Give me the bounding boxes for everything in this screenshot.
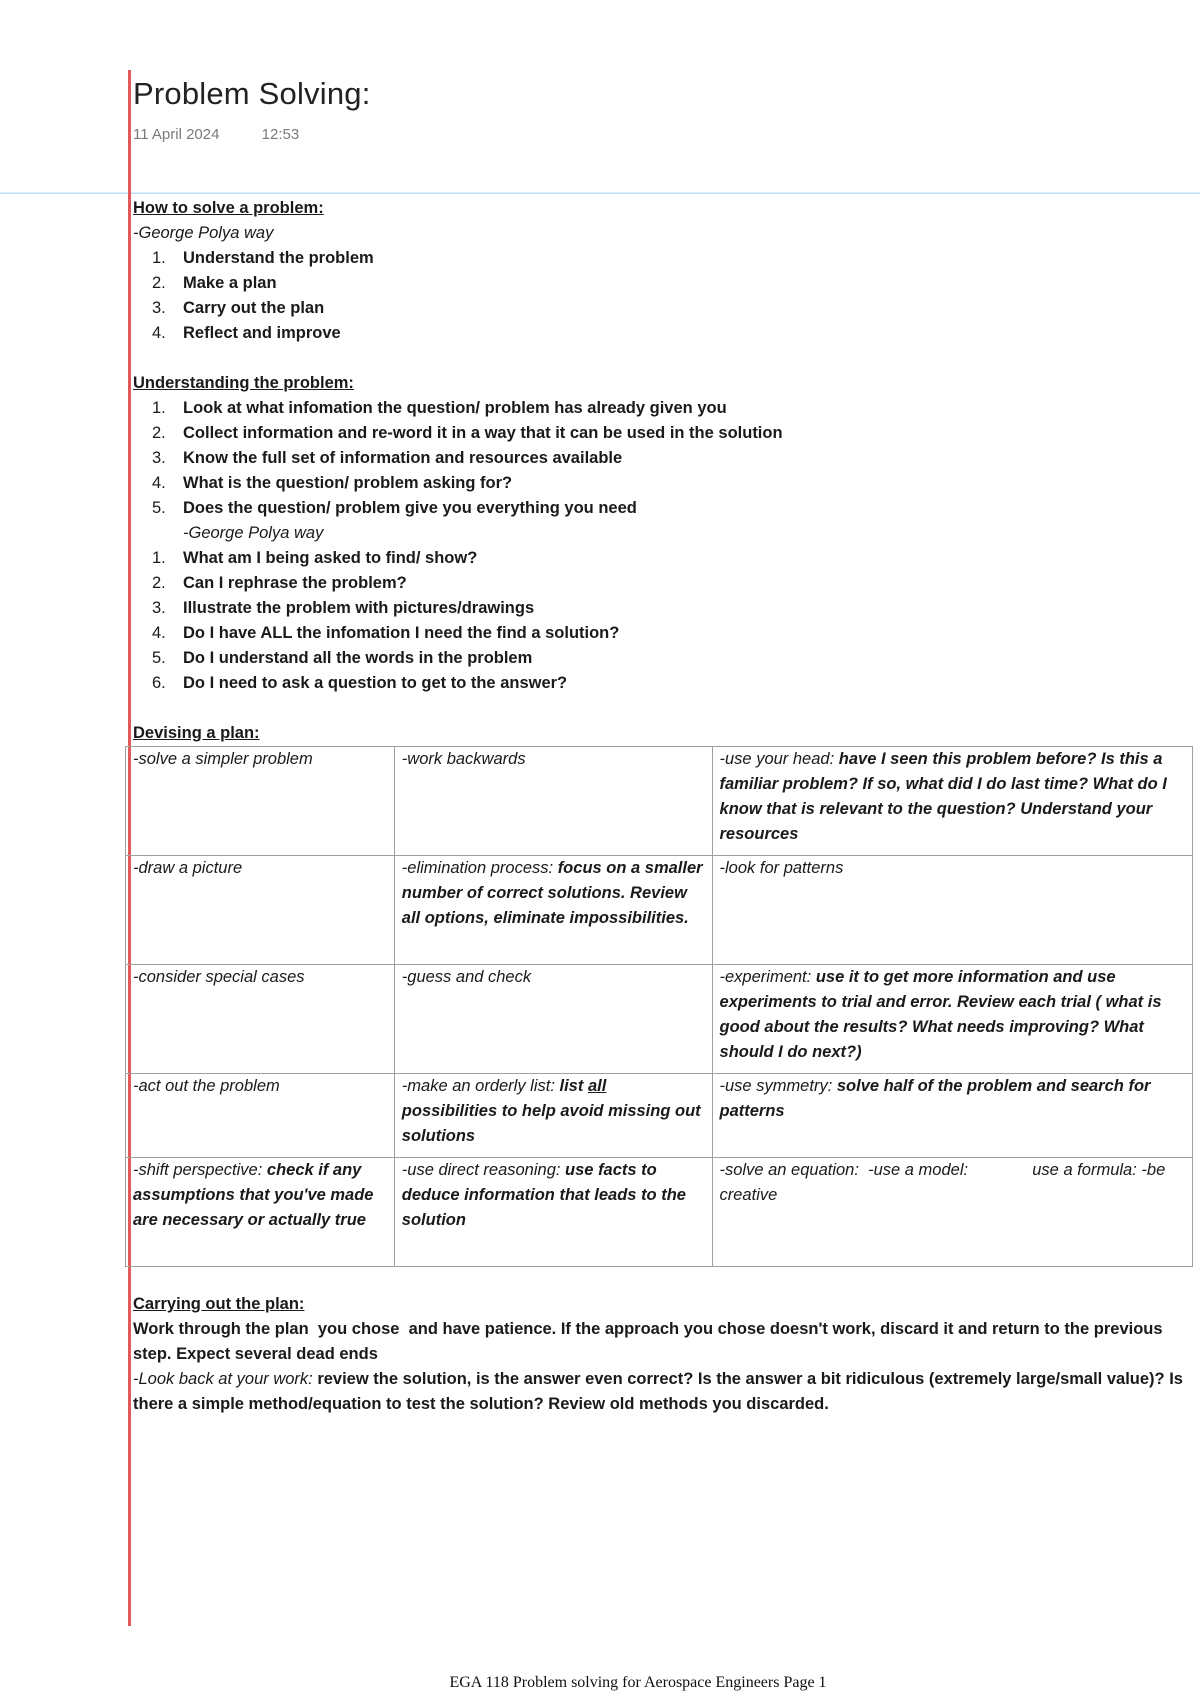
- table-cell: -use symmetry: solve half of the problem and search for patterns: [712, 1074, 1192, 1158]
- table-cell: -consider special cases: [126, 965, 395, 1074]
- section-heading-how-to-solve: How to solve a problem:: [133, 199, 324, 217]
- section-heading-understanding: Understanding the problem:: [133, 374, 354, 392]
- list-item: 1. Look at what infomation the question/ problem has already given you: [152, 399, 727, 417]
- table-cell: -elimination process: focus on a smaller number of correct solutions. Review all options, eliminate impossibilities.: [394, 856, 712, 965]
- table-cell: -shift perspective: check if any assumptions that you've made are necessary or actually true: [126, 1158, 395, 1267]
- list-item: 2. Make a plan: [152, 274, 277, 292]
- list-item: 2. Collect information and re-word it in a way that it can be used in the solution: [152, 424, 783, 442]
- table-row: [126, 1074, 1193, 1158]
- table-row: [126, 1158, 1193, 1267]
- section-heading-devising: Devising a plan:: [133, 724, 260, 742]
- table-cell: -work backwards: [394, 747, 712, 856]
- table-row: [126, 965, 1193, 1074]
- list-item: 2. Can I rephrase the problem?: [152, 574, 407, 592]
- list-item: 5. Do I understand all the words in the problem: [152, 649, 533, 667]
- table-cell: -use your head: have I seen this problem before? Is this a familiar problem? If so, what did I do last time? What do I know that is relevant to the question? Understand your resources: [712, 747, 1192, 856]
- table-cell: -look for patterns: [712, 856, 1192, 965]
- list-item: 4. Do I have ALL the infomation I need the find a solution?: [152, 624, 620, 642]
- table-cell: -guess and check: [394, 965, 712, 1074]
- list-item: 3. Carry out the plan: [152, 299, 325, 317]
- carrying-out-paragraph: Work through the plan you chose and have patience. If the approach you chose doesn't work, discard it and return to the previous step. Expect several dead ends: [133, 1320, 1168, 1363]
- list-item: 3. Illustrate the problem with pictures/drawings: [152, 599, 535, 617]
- table-row: [126, 747, 1193, 856]
- table-cell: -solve an equation: -use a model: use a formula: -be creative: [712, 1158, 1192, 1267]
- polya-subtitle-2: -George Polya way: [183, 524, 324, 542]
- list-item: 6. Do I need to ask a question to get to the answer?: [152, 674, 568, 692]
- list-item: 1. What am I being asked to find/ show?: [152, 549, 478, 567]
- plan-strategies-table: [125, 746, 1193, 1267]
- look-back-paragraph: -Look back at your work: review the solution, is the answer even correct? Is the answer a bit ridiculous (extremely large/small value)? Is there a simple method/equation to test the solution? Review old methods you discarded.: [133, 1370, 1183, 1413]
- section-heading-carrying-out: Carrying out the plan:: [133, 1295, 305, 1313]
- table-row: [126, 856, 1193, 965]
- page-time: 12:53: [261, 126, 300, 143]
- page-title: Problem Solving:: [133, 76, 371, 111]
- table-cell: -act out the problem: [126, 1074, 395, 1158]
- note-content[interactable]: [133, 196, 1193, 1417]
- table-cell: -make an orderly list: list all possibilities to help avoid missing out solutions: [394, 1074, 712, 1158]
- polya-subtitle: -George Polya way: [133, 224, 274, 242]
- table-cell: -experiment: use it to get more information and use experiments to trial and error. Review each trial ( what is good about the results? What needs improving? What should I do next?): [712, 965, 1192, 1074]
- page-meta: [133, 126, 299, 143]
- table-cell: -solve a simpler problem: [126, 747, 395, 856]
- table-cell: -use direct reasoning: use facts to deduce information that leads to the solution: [394, 1158, 712, 1267]
- list-item: 4. What is the question/ problem asking for?: [152, 474, 513, 492]
- table-cell: -draw a picture: [126, 856, 395, 965]
- list-item: 4. Reflect and improve: [152, 324, 341, 342]
- list-item: 5. Does the question/ problem give you everything you need: [152, 499, 637, 517]
- page-date: 11 April 2024: [133, 126, 220, 143]
- page-footer: EGA 118 Problem solving for Aerospace Engineers Page 1: [449, 1674, 827, 1691]
- list-item: 3. Know the full set of information and resources available: [152, 449, 623, 467]
- list-item: 1. Understand the problem: [152, 249, 374, 267]
